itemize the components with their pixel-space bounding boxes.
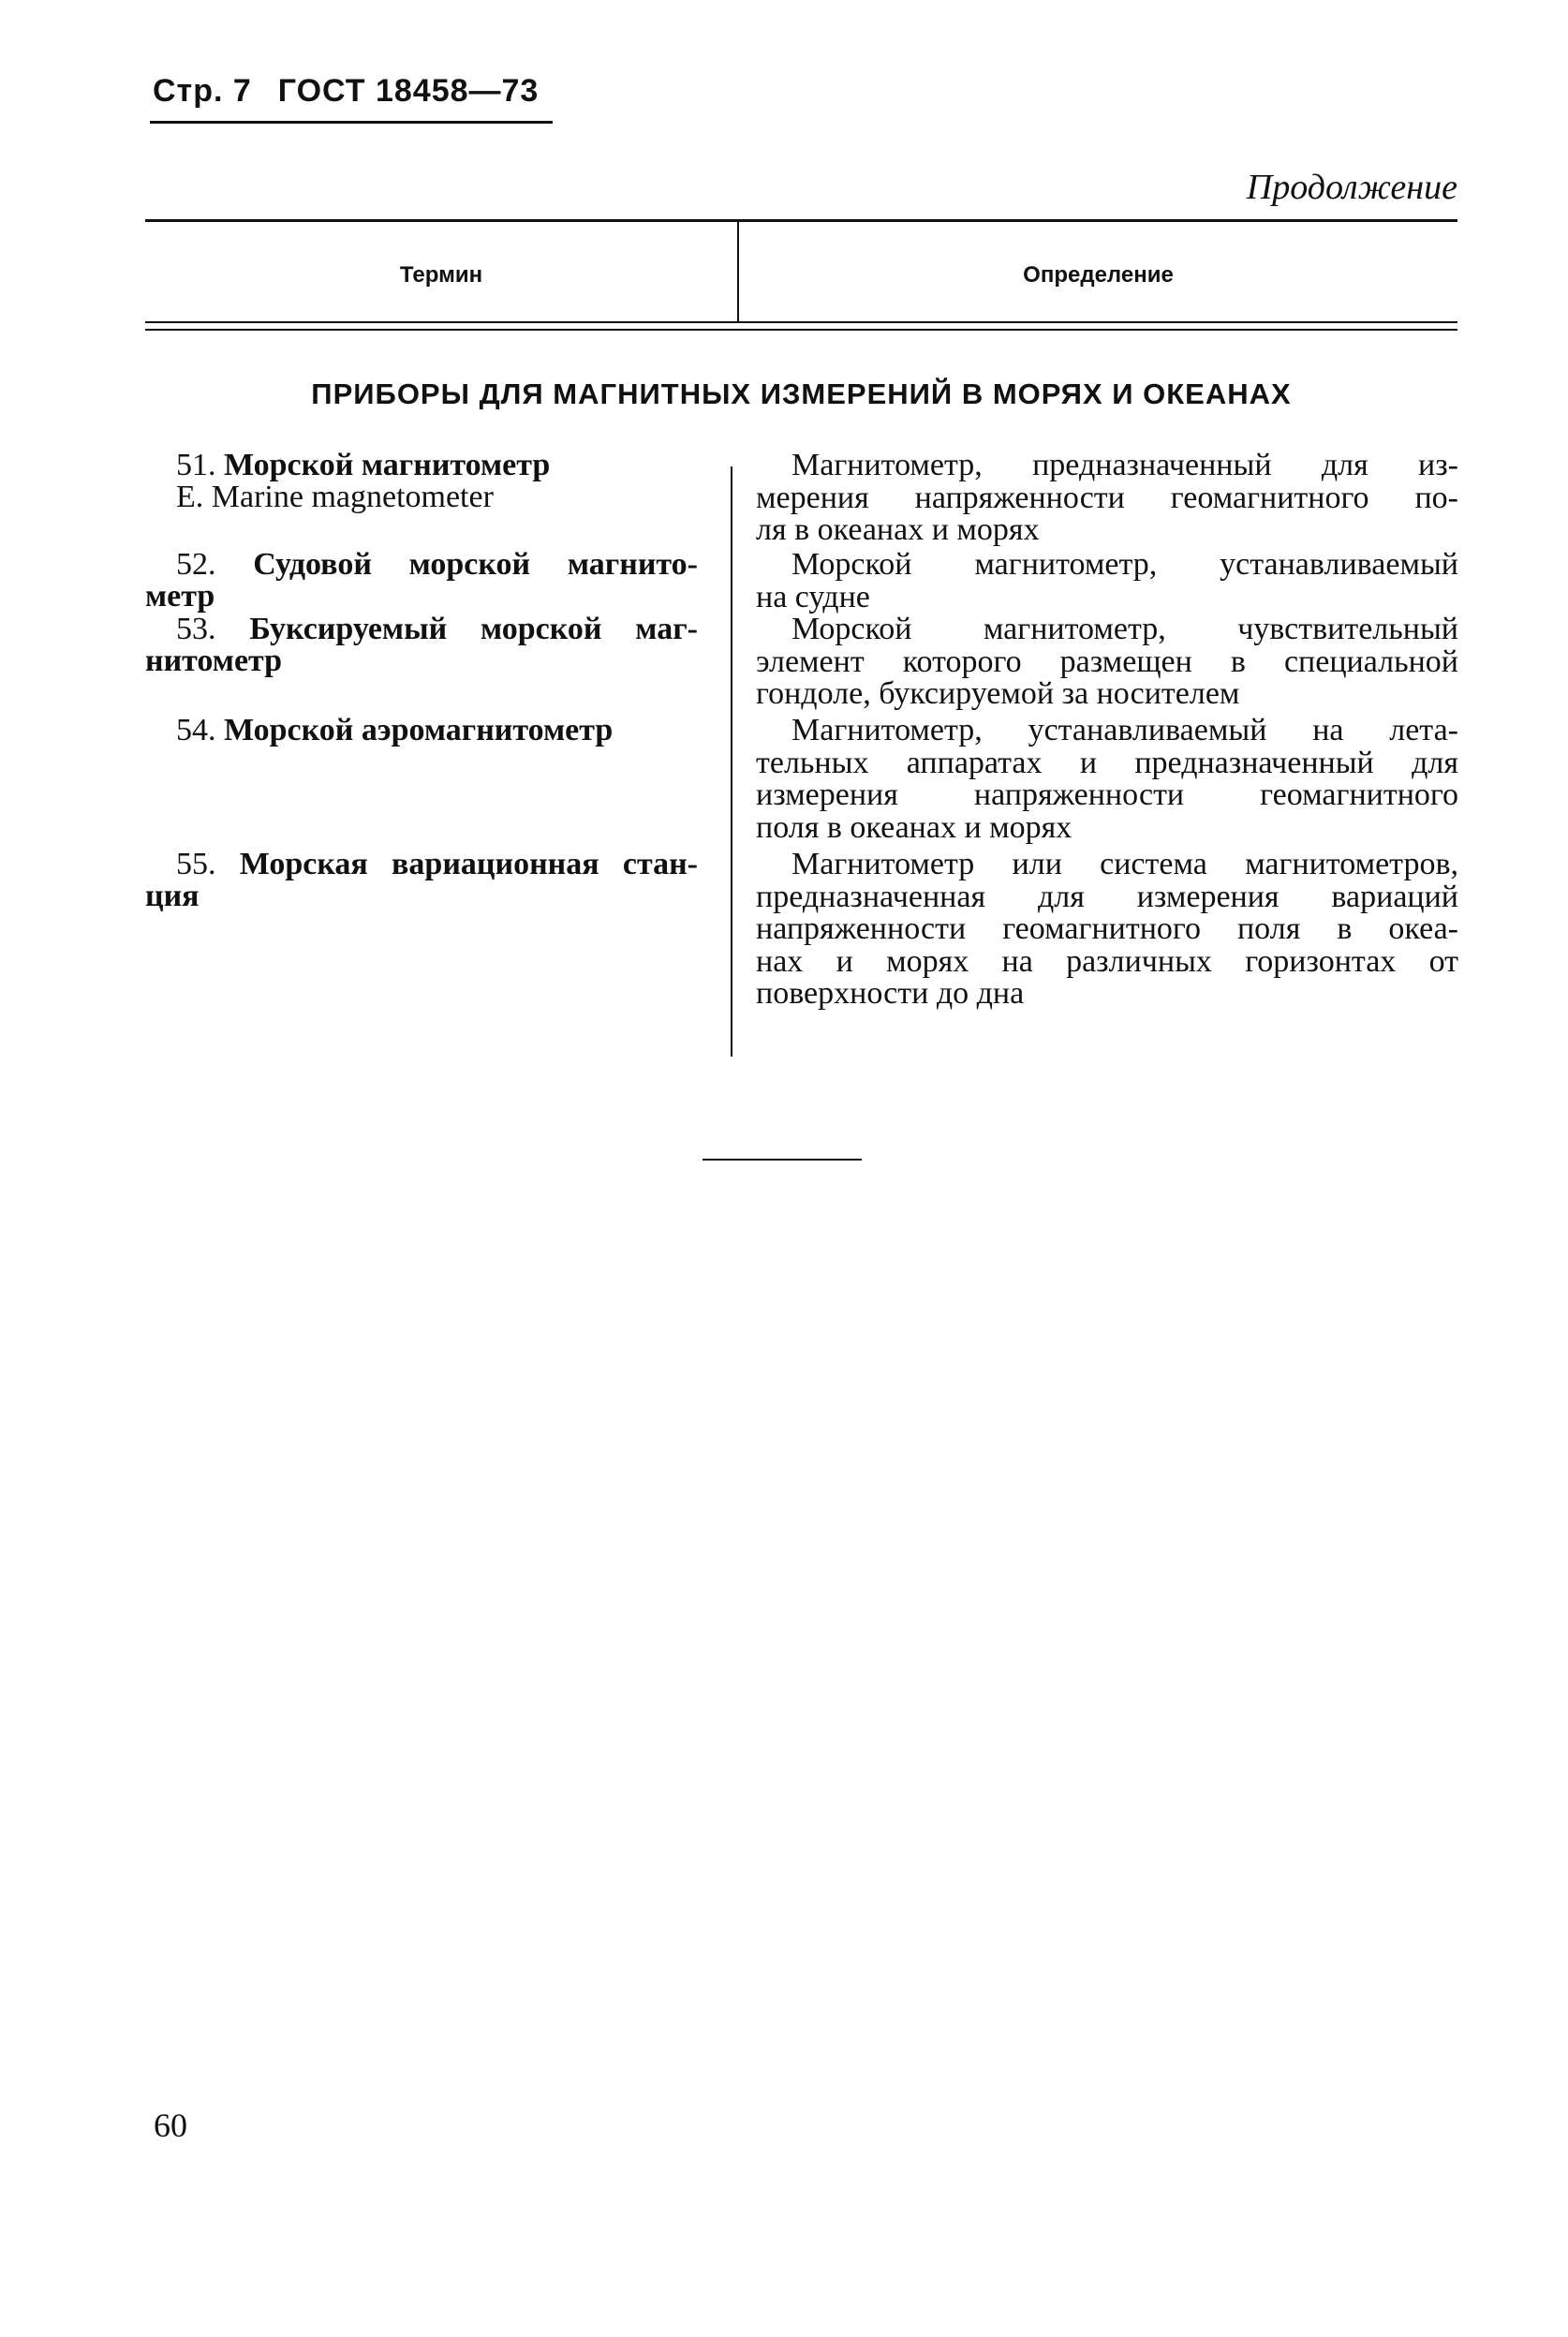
term-number: 54. <box>176 713 216 747</box>
definition-line: мерения напряженности геомагнитного по- <box>756 481 1458 514</box>
definition-line: поверхности до дна <box>756 978 1025 1011</box>
term-text: Судовой морской магнито- <box>253 547 698 582</box>
table-top-rule <box>145 219 1457 222</box>
continuation-label: Продолжение <box>1246 168 1457 207</box>
term-text: Морской аэромагнитометр <box>224 713 614 747</box>
definition-line: Морской магнитометр, устанавливаемый <box>791 549 1458 582</box>
definition-line: предназначенная для измерения вариаций <box>756 880 1458 913</box>
term-text-cont: нитометр <box>145 643 283 678</box>
column-header-term: Термин <box>399 262 483 288</box>
column-divider <box>731 466 732 1057</box>
definition-line: ля в океанах и морях <box>756 514 1040 547</box>
term-entry-52 <box>145 549 698 613</box>
definition-line: нах и морях на различных горизонтах от <box>756 945 1458 978</box>
section-title: ПРИБОРЫ ДЛЯ МАГНИТНЫХ ИЗМЕРЕНИЙ В МОРЯХ И ОКЕАНАХ <box>311 377 1292 410</box>
term-number: 52. <box>176 547 216 582</box>
standard-number: ГОСТ 18458—73 <box>277 73 540 109</box>
term-entry-55 <box>145 849 698 912</box>
term-text-cont: ция <box>145 879 200 913</box>
closing-rule <box>703 1159 862 1161</box>
header-rule <box>150 121 553 124</box>
term-number: 53. <box>176 612 216 646</box>
definition-line: измерения напряженности геомагнитного <box>756 779 1458 812</box>
term-text: Морской магнитометр <box>224 448 551 482</box>
term-entry-53 <box>145 614 698 677</box>
definition-line: Магнитометр, предназначенный для из- <box>791 450 1458 482</box>
column-header-definition: Определение <box>1023 262 1174 288</box>
term-text: Морская вариационная стан- <box>239 847 698 881</box>
term-text: Буксируемый морской маг- <box>249 612 698 646</box>
definition-line: поля в океанах и морях <box>756 811 1072 844</box>
term-entry-51 <box>145 450 698 513</box>
definition-line: гондоле, буксируемой за носителем <box>756 678 1240 711</box>
definition-line: на судне <box>756 581 870 614</box>
definition-54 <box>756 715 1458 844</box>
definition-55 <box>756 849 1458 1011</box>
term-number: 55. <box>176 847 216 881</box>
header-bottom-rule <box>145 321 1457 323</box>
definition-51 <box>756 450 1458 547</box>
definition-line: элемент которого размещен в специальной <box>756 645 1458 678</box>
definition-line: тельных аппаратах и предназначенный для <box>756 747 1458 779</box>
page-label: Стр. 7 <box>153 73 252 109</box>
term-english: E. Marine magnetometer <box>176 480 494 514</box>
definition-line: Магнитометр или система магнитометров, <box>791 849 1458 881</box>
definition-line: Магнитометр, устанавливаемый на лета- <box>791 715 1458 747</box>
definition-line: напряженности геомагнитного поля в океа- <box>756 913 1458 946</box>
term-text-cont: метр <box>145 579 215 614</box>
definition-line: Морской магнитометр, чувствительный <box>791 614 1458 646</box>
definition-53 <box>756 614 1458 711</box>
term-entry-54 <box>145 715 698 747</box>
term-number: 51. <box>176 448 216 482</box>
header-bottom-rule <box>145 329 1457 331</box>
page-number: 60 <box>154 2107 187 2144</box>
definition-52 <box>756 549 1458 614</box>
page-header <box>153 73 539 110</box>
